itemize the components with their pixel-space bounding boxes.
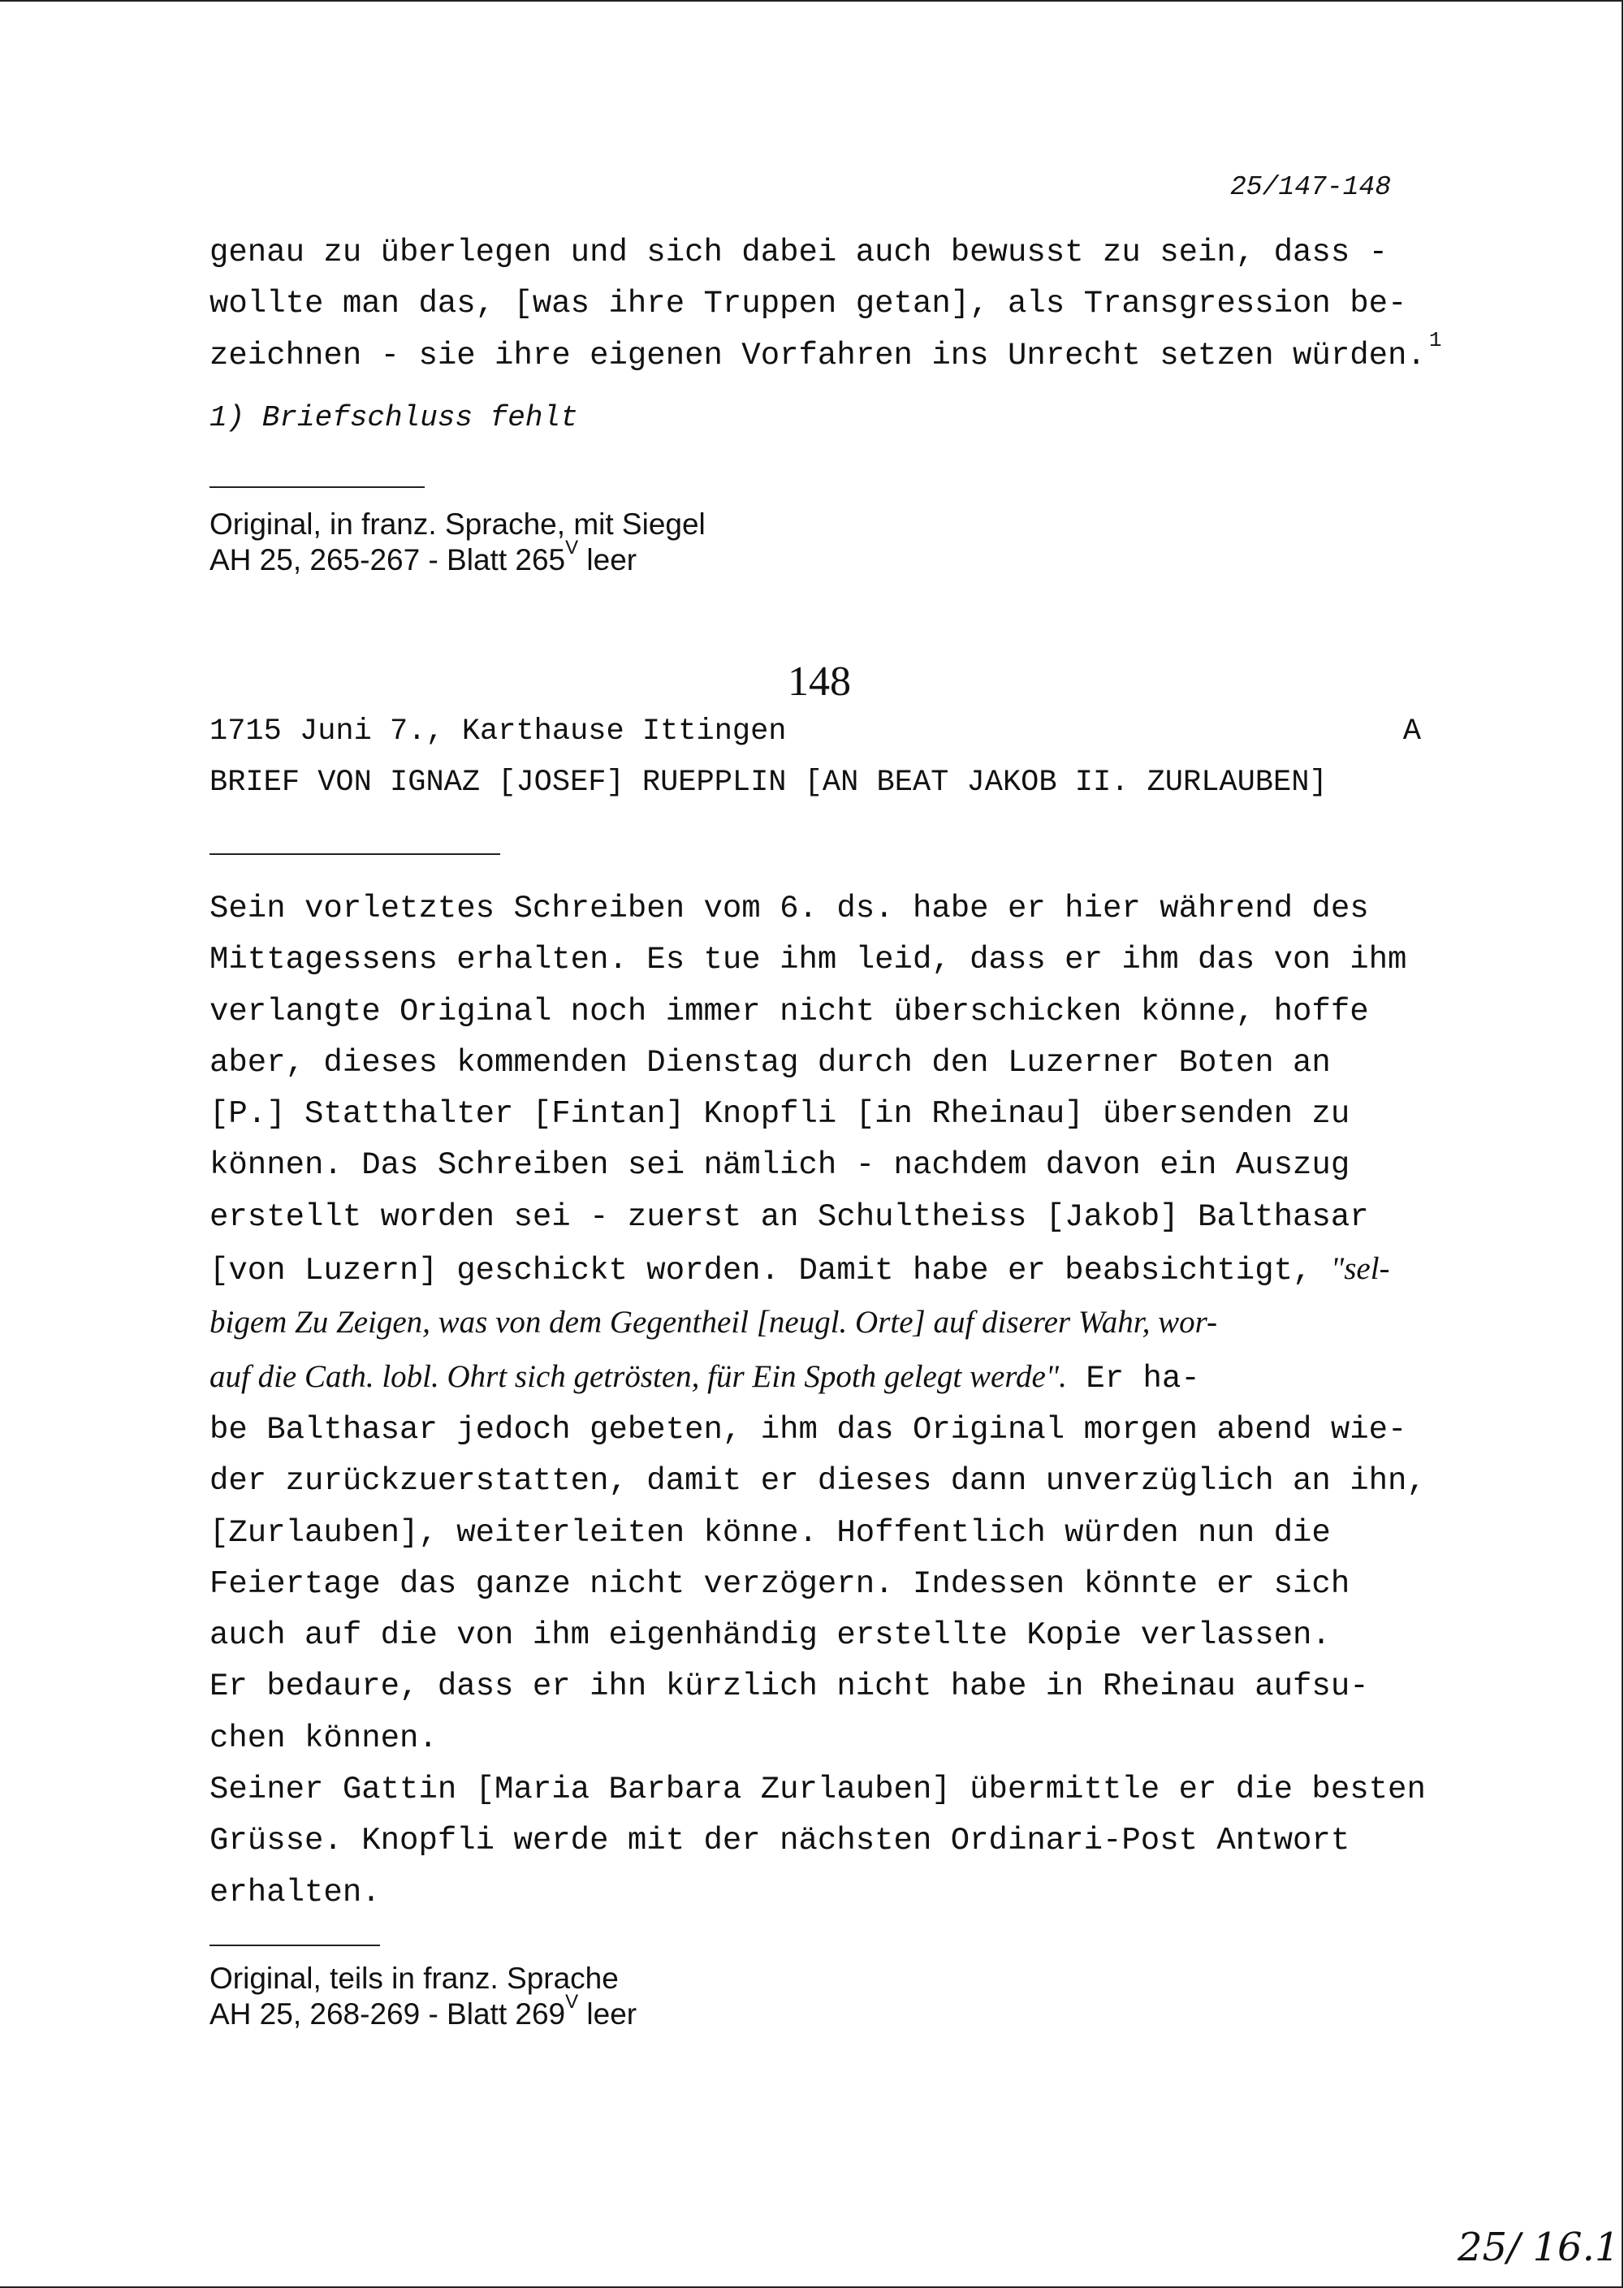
text-line: Feiertage das ganze nicht verzögern. Indessen könnte er sich <box>209 1565 1350 1602</box>
page-reference: 25/147-148 <box>1230 172 1392 202</box>
source-line <box>209 537 706 582</box>
separator-rule <box>209 1945 380 1946</box>
verso-mark: V <box>565 537 579 559</box>
footnote-marker: 1 <box>1428 327 1442 352</box>
text-line: [P.] Statthalter [Fintan] Knopfli [in Rheinau] übersenden zu <box>209 1096 1350 1133</box>
document-title: BRIEF VON IGNAZ [JOSEF] RUEPPLIN [AN BEAT JAKOB II. ZURLAUBEN] <box>209 766 1328 800</box>
previous-letter-ending <box>209 227 1441 384</box>
separator-rule <box>209 486 425 488</box>
text-segment: [von Luzern] geschickt worden. Damit habe er beabsichtigt, <box>209 1253 1331 1289</box>
text-line: erstellt worden sei - zuerst an Schultheiss [Jakob] Balthasar <box>209 1198 1369 1235</box>
text-line: be Balthasar jedoch gebeten, ihm das Original morgen abend wie- <box>209 1411 1407 1448</box>
text-line: genau zu überlegen und sich dabei auch bewusst zu sein, dass - <box>209 235 1389 270</box>
source-line: Original, teils in franz. Sprache <box>209 1962 619 1995</box>
source-ref-end: leer <box>578 543 637 576</box>
text-line: Er bedaure, dass er ihn kürzlich nicht habe in Rheinau aufsu- <box>209 1669 1369 1705</box>
text-line <box>209 1351 1426 1405</box>
text-line: [Zurlauben], weiterleiten könne. Hoffentlich würden nun die <box>209 1514 1331 1551</box>
document-marker: A <box>1402 714 1421 749</box>
footnote: 1) Briefschluss fehlt <box>209 401 578 434</box>
text-line: Sein vorletztes Schreiben vom 6. ds. habe er hier während des <box>209 891 1369 926</box>
text-line: Grüsse. Knopfli werde mit der nächsten Ordinari-Post Antwort <box>209 1823 1350 1859</box>
text-line: aber, dieses kommenden Dienstag durch den Luzerner Boten an <box>209 1044 1331 1081</box>
source-ref-end: leer <box>578 1997 637 2031</box>
quotation: auf die Cath. lobl. Ohrt sich getrösten, für Ein Spoth gelegt werde". <box>209 1358 1067 1394</box>
letter-summary <box>209 883 1426 1919</box>
source-line <box>209 1991 637 2036</box>
verso-mark: V <box>565 1991 579 2013</box>
date-place: 1715 Juni 7., Karthause Ittingen <box>209 714 787 749</box>
handwritten-page-mark: 25/ 16.1 <box>1458 2225 1620 2270</box>
quotation: "sel- <box>1330 1251 1390 1287</box>
source-line: Original, in franz. Sprache, mit Siegel <box>209 507 706 541</box>
text-line: verlangte Original noch immer nicht überschicken könne, hoffe <box>209 993 1369 1030</box>
text-line: Mittagessens erhalten. Es tue ihm leid, dass er ihm das von ihm <box>209 942 1407 978</box>
text-line: können. Das Schreiben sei nämlich - nachdem davon ein Auszug <box>209 1147 1350 1184</box>
document-number: 148 <box>788 658 851 705</box>
text-line: der zurückzuerstatten, damit er dieses dann unverzüglich an ihn, <box>209 1463 1426 1500</box>
source-ref: AH 25, 265-267 - Blatt 265 <box>209 543 566 576</box>
separator-rule <box>209 853 500 855</box>
text-line: chen können. <box>209 1720 438 1756</box>
source-note-147 <box>209 507 706 582</box>
text-line <box>209 327 1442 384</box>
text-line: wollte man das, [was ihre Truppen getan], als Transgression be- <box>209 286 1407 322</box>
text-line: Seiner Gattin [Maria Barbara Zurlauben] übermittle er die besten <box>209 1772 1426 1808</box>
source-note-148 <box>209 1961 637 2036</box>
text-line: erhalten. <box>209 1874 381 1910</box>
text-line <box>209 1297 1426 1350</box>
quotation: bigem Zu Zeigen, was von dem Gegentheil [neugl. Orte] auf diserer Wahr, wor- <box>209 1305 1217 1340</box>
document-title-row <box>209 766 1421 800</box>
text-line <box>209 1243 1426 1297</box>
text-segment: Er ha- <box>1066 1360 1200 1397</box>
date-place-row <box>209 714 1421 749</box>
text-line: auch auf die von ihm eigenhändig erstellte Kopie verlassen. <box>209 1617 1331 1654</box>
source-ref: AH 25, 268-269 - Blatt 269 <box>209 1997 566 2031</box>
text-line-content: zeichnen - sie ihre eigenen Vorfahren ins Unrecht setzen würden. <box>209 337 1426 373</box>
